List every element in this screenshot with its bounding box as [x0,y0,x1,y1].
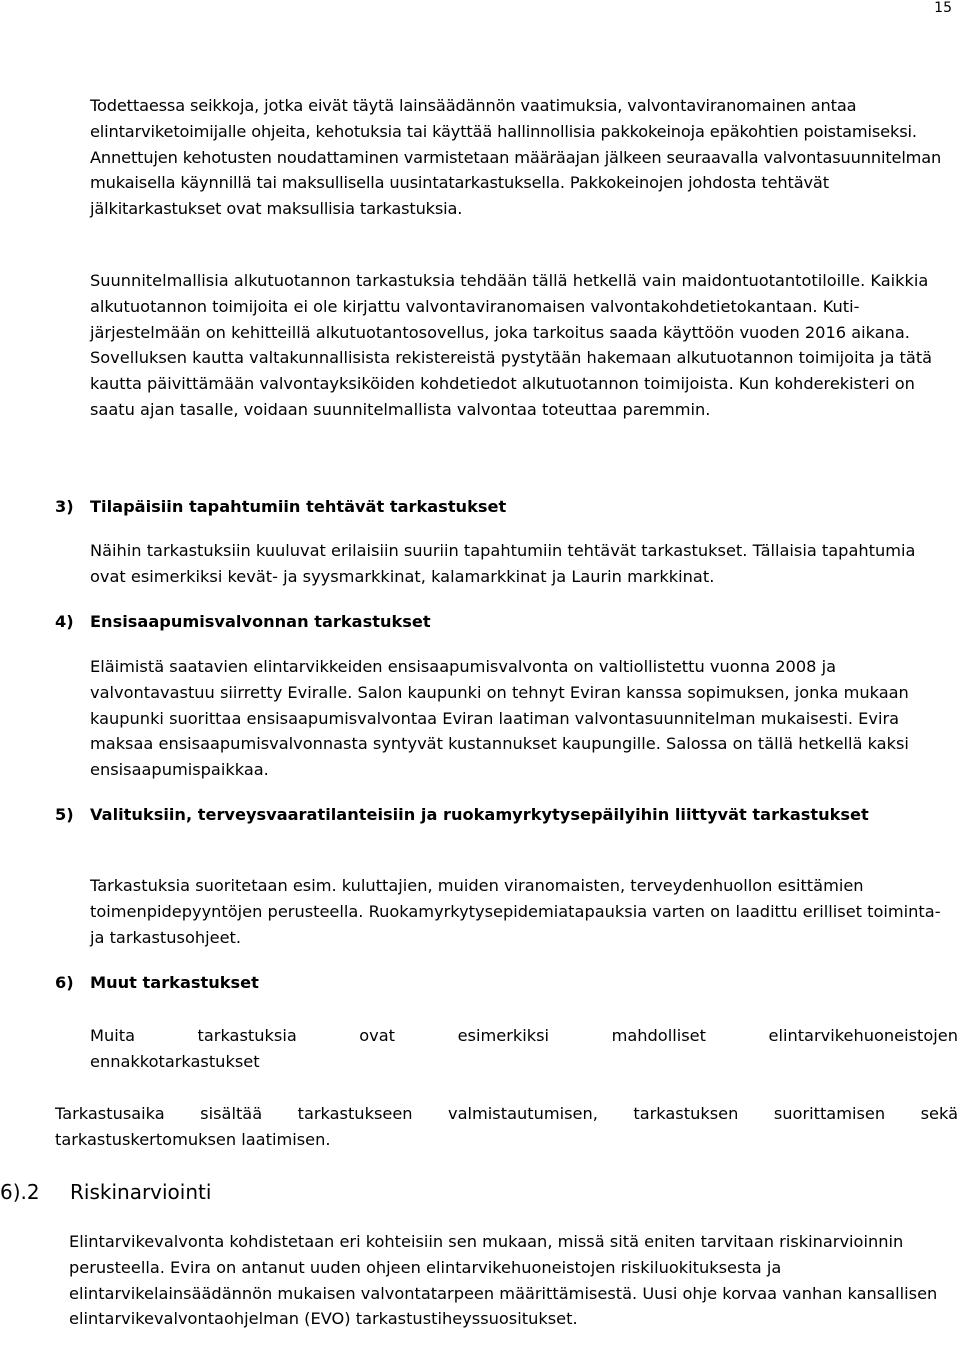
subsection-title: Riskinarviointi [70,1180,212,1204]
section-3-heading [55,494,915,520]
page-number: 15 [934,0,952,16]
section-4-heading [55,609,915,635]
section-6-body-line-2: ennakkotarkastukset [90,1052,260,1071]
section-3-number: 3) [55,497,74,516]
section-6-number: 6) [55,973,74,992]
section-6-title: Muut tarkastukset [90,973,259,992]
subsection-number: 6).2 [0,1180,40,1204]
section-3-body: Näihin tarkastuksiin kuuluvat erilaisiin suuriin tapahtumiin tehtävät tarkastukset. Tällaisia tapahtumia ovat esimerkiksi kevät- ja syysmarkkinat, kalamarkkinat ja Laurin markkinat. [90,541,916,586]
subsection-body: Elintarvikevalvonta kohdistetaan eri kohteisiin sen mukaan, missä sitä eniten tarvitaan riskinarvioinnin perusteella. Evira on antanut uuden ohjeen elintarvikehuoneistojen riskiluokituksesta ja elintarvikelainsäädännön mukaisen valvontatarpeen määrittämisestä. Uusi ohje korvaa vanhan kansallisen elintarvikevalvontaohjelman (EVO) tarkastustiheyssuositukset. [69,1232,938,1329]
section-4-body: Eläimistä saatavien elintarvikkeiden ensisaapumisvalvonta on valtiollistettu vuonna 2008 ja valvontavastuu siirretty Eviralle. Salon kaupunki on tehnyt Eviran kanssa sopimuksen, jonka mukaan kaupunki suorittaa ensisaapumisvalvontaa Eviran laatiman valvontasuunnitelman mukaisesti. Evira maksaa ensisaapumisvalvonnasta syntyvät kustannukset kaupungille. Salossa on tällä hetkellä kaksi ensisaapumispaikkaa. [90,657,909,780]
section-5-heading [55,802,915,854]
section-5-body: Tarkastuksia suoritetaan esim. kuluttajien, muiden viranomaisten, terveydenhuollon esittämien toimenpidepyyntöjen perusteella. Ruokamyrkytysepidemiatapauksia varten on laadittu erilliset toiminta- ja tarkastusohjeet. [90,876,941,947]
intro-paragraph-2: Suunnitelmallisia alkutuotannon tarkastuksia tehdään tällä hetkellä vain maidontuotantotiloille. Kaikkia alkutuotannon toimijoita ei ole kirjattu valvontaviranomaisen valvontakohdetietokantaan. Kuti-järjestelmään on kehitteillä alkutuotantosovellus, joka tarkoitus saada käyttöön vuoden 2016 aikana. Sovelluksen kautta valtakunnallisista rekistereistä pystytään hakemaan alkutuotannon toimijoita ja tätä kautta päivittämään valvontayksiköiden kohdetiedot alkutuotannon toimijoista. Kun kohderekisteri on saatu ajan tasalle, voidaan suunnitelmallista valvontaa toteuttaa paremmin. [90,271,933,419]
section-4-number: 4) [55,612,74,631]
section-4-title: Ensisaapumisvalvonnan tarkastukset [90,612,431,631]
section-3-title: Tilapäisiin tapahtumiin tehtävät tarkastukset [90,497,507,516]
section-5-number: 5) [55,805,74,824]
closing-paragraph: Tarkastusaika sisältää tarkastukseen valmistautumisen, tarkastuksen suorittamisen sekä tarkastuskertomuksen laatimisen. [55,1104,958,1149]
intro-paragraph-1: Todettaessa seikkoja, jotka eivät täytä lainsäädännön vaatimuksia, valvontaviranomainen antaa elintarviketoimijalle ohjeita, kehotuksia tai käyttää hallinnollisia pakkokeinoja epäkohtien poistamiseksi. Annettujen kehotusten noudattaminen varmistetaan määräajan jälkeen seuraavalla valvontasuunnitelman mukaisella käynnillä tai maksullisella uusintatarkastuksella. Pakkokeinojen johdosta tehtävät jälkitarkastukset ovat maksullisia tarkastuksia. [90,96,942,219]
section-6-heading [55,970,915,996]
section-6-body-line-1: Muita tarkastuksia ovat esimerkiksi mahdolliset elintarvikehuoneistojen [90,1026,958,1045]
section-5-title: Valituksiin, terveysvaaratilanteisiin ja ruokamyrkytysepäilyihin liittyvät tarkastukset [90,805,869,824]
subsection-heading [0,1180,400,1208]
